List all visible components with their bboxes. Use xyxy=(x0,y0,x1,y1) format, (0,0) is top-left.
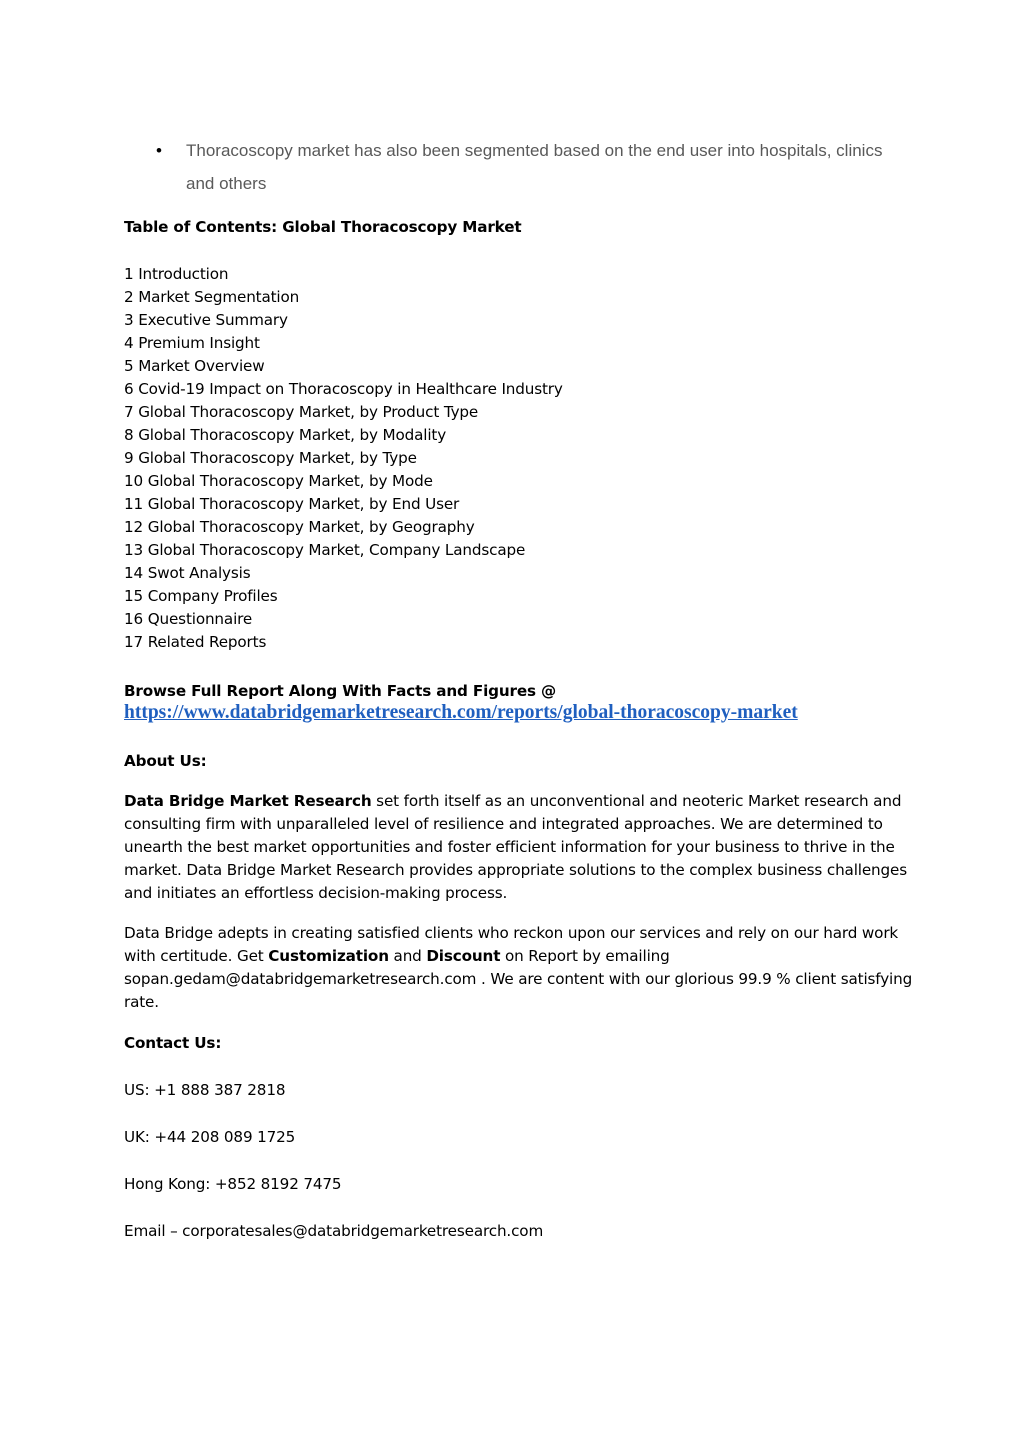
toc-item: 4 Premium Insight xyxy=(124,334,260,352)
about-paragraph-1 xyxy=(124,790,914,905)
browse-label: Browse Full Report Along With Facts and Figures @ xyxy=(124,682,557,700)
toc-item: 8 Global Thoracoscopy Market, by Modality xyxy=(124,426,447,444)
toc-title: Table of Contents: Global Thoracoscopy Market xyxy=(124,218,522,236)
about-paragraph-2-text-b: on Report by emailing sopan.gedam@databridgemarketresearch.com . We are content with our glorious 99.9 % client satisfying rate. xyxy=(124,947,913,1011)
toc-item: 1 Introduction xyxy=(124,265,229,283)
toc-item: 2 Market Segmentation xyxy=(124,288,300,306)
about-paragraph-2-and: and xyxy=(388,947,427,965)
about-paragraph-1-text: set forth itself as an unconventional and neoteric Market research and consulting firm with unparalleled level of resilience and integrated approaches. We are determined to unearth the best market opportunities and foster efficient information for your business to thrive in the market. Data Bridge Market Research provides appropriate solutions to the complex business challenges and initiates an effortless decision-making process. xyxy=(124,792,907,902)
toc-item: 14 Swot Analysis xyxy=(124,564,251,582)
bullet-text: Thoracoscopy market has also been segmented based on the end user into hospitals, clinics and others xyxy=(186,141,883,193)
toc-item: 12 Global Thoracoscopy Market, by Geography xyxy=(124,518,475,536)
contact-us-phone: US: +1 888 387 2818 xyxy=(124,1081,286,1099)
toc-item: 5 Market Overview xyxy=(124,357,265,375)
toc-list xyxy=(124,263,914,654)
company-name: Data Bridge Market Research xyxy=(124,792,372,810)
contact-uk-phone: UK: +44 208 089 1725 xyxy=(124,1128,296,1146)
bullet-dot-icon: • xyxy=(156,141,162,160)
toc-item: 9 Global Thoracoscopy Market, by Type xyxy=(124,449,417,467)
toc-item: 10 Global Thoracoscopy Market, by Mode xyxy=(124,472,433,490)
toc-item: 3 Executive Summary xyxy=(124,311,288,329)
toc-item: 15 Company Profiles xyxy=(124,587,278,605)
about-paragraph-2 xyxy=(124,922,914,1014)
toc-item: 6 Covid-19 Impact on Thoracoscopy in Healthcare Industry xyxy=(124,380,563,398)
customization-label: Customization xyxy=(268,947,389,965)
toc-item: 13 Global Thoracoscopy Market, Company Landscape xyxy=(124,541,526,559)
toc-item: 17 Related Reports xyxy=(124,633,267,651)
toc-item: 16 Questionnaire xyxy=(124,610,253,628)
report-link[interactable]: https://www.databridgemarketresearch.com/reports/global-thoracoscopy-market xyxy=(124,702,798,723)
contact-hk-phone: Hong Kong: +852 8192 7475 xyxy=(124,1175,342,1193)
contact-title: Contact Us: xyxy=(124,1034,222,1052)
toc-item: 7 Global Thoracoscopy Market, by Product Type xyxy=(124,403,479,421)
about-paragraph-2-text-a: Data Bridge adepts in creating satisfied clients who reckon upon our services and rely on our hard work with certitude. Get xyxy=(124,924,899,965)
discount-label: Discount xyxy=(426,947,501,965)
toc-item: 11 Global Thoracoscopy Market, by End User xyxy=(124,495,460,513)
about-title: About Us: xyxy=(124,752,207,770)
bullet-item xyxy=(156,134,896,200)
contact-email: Email – corporatesales@databridgemarketresearch.com xyxy=(124,1222,544,1240)
